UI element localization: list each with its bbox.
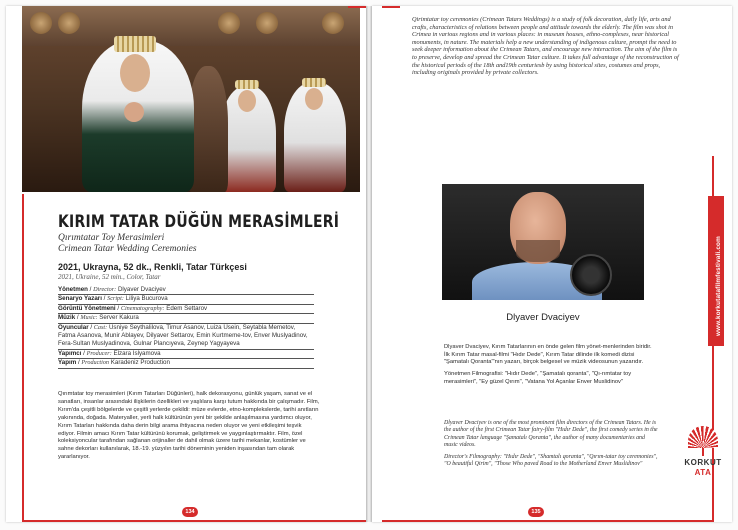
logo-stem [702, 448, 704, 456]
film-subtitle-crimean: Qırımtatar Toy Merasimleri [58, 233, 165, 243]
festival-url[interactable]: www.korkutatafilmfestivali.com [715, 236, 722, 336]
credit-row: Yapımcı / Producer: Elzara Islyamova [58, 350, 314, 359]
bio-english-filmography: Director's Filmography: "Hıdır Dede", "Shamtalı qoranta", "Qırım-tatar toy ceremonies", "O beautiful Qirim", "Those Who paved Road to the Motherland Enver Muslidinov" [444, 453, 658, 468]
festival-logo [678, 426, 728, 496]
credit-row: Oyuncular / Cast: Usniye Seythalilova, Timur Asanov, Luiza Usein, Seytabla Memetov, Fatma Asanova, Munir Ablayev, Dilyaver Settarov, Emin Kurtmeme-tov, Enver Muslyadinov, Fera-Sultan Muslyadinova, Gulnar Plancıyeva, Zeynep Yagyayeva [58, 324, 314, 350]
portrait-microphone [570, 254, 612, 296]
decorative-red-line [382, 520, 714, 522]
bio-turkish-filmography: Yönetmen Filmografisi: "Hıdır Dede", "Şamatalı qoranta", "Qı-rımtatar toy merasimleri", "Ey güzel Qırım", "Vatana Yol Açanlar Enver Muslidinov" [444, 371, 632, 385]
photo-plate [30, 12, 52, 34]
left-page [6, 6, 366, 522]
film-meta-english: 2021, Ukraine, 52 min., Color, Tatar [58, 273, 161, 281]
film-still-photo [22, 6, 360, 192]
synopsis-english: Qirimtatar toy ceremonies (Crimean Tatars Weddings) is a study of folk decoration, daily life, arts and crafts, characteristics of relations between people and attitude towards the elderly. The film was shot in Crimea in various regions and in various places: in museum houses, ethno-complexes, near historical monuments, in nature. The materials help a new understanding of indigenous culture, prompt the need to seek deeper information about the Crimean Tatars, and encourage new interaction. The aim of the film is to preserve, develop and spread the Crimean Tatar culture. It takes full advantage of the reconstruction of the historical periods of the 18th and19th centuriesb by using historical sites, costumes and props, including originals provided by private collectors. [412, 16, 679, 77]
synopsis-turkish [58, 391, 320, 466]
film-meta-turkish: 2021, Ukrayna, 52 dk., Renkli, Tatar Türkçesi [58, 262, 247, 272]
photo-plate [218, 12, 240, 34]
director-bio-english [444, 420, 658, 472]
decorative-red-line [382, 6, 400, 8]
photo-face [305, 88, 323, 110]
director-portrait-photo [442, 184, 644, 300]
photo-face [238, 90, 256, 112]
credit-row: Görüntü Yönetmeni / Cinematography: Edem Settarov [58, 305, 314, 314]
film-title: KIRIM TATAR DÜĞÜN MERASİMLERİ [58, 212, 340, 232]
decorative-red-line [348, 6, 366, 8]
photo-plate [58, 12, 80, 34]
credit-row: Senaryo Yazarı / Script: Liliya Bucurova [58, 295, 314, 304]
logo-text-korkut: KORKUT [684, 458, 722, 467]
logo-text-ata: ATA [694, 468, 712, 477]
photo-figure [188, 66, 228, 192]
bio-english-paragraph: Dlyaver Dvaciyev is one of the most prominent film directors of the Crimean Tatars. He is the author of the first Crimean Tatar fairy-film "Hıdır Dede", the first comedy series in the Crimean Tatar language "Şamatalı Qoranta", the author of many documentaries and music videos. [444, 420, 658, 449]
photo-praying-hands [124, 102, 144, 122]
photo-bride-face [120, 54, 150, 92]
photo-plate [322, 12, 344, 34]
credit-row: Müzik / Music: Server Kakura [58, 314, 314, 323]
synopsis-turkish-text: Qırımtatar toy merasimleri (Kırım Tatarları Düğünleri), halk dekorasyonu, günlük yaşam, sanat ve el sanatları, insanlar arasındaki ilişkilerin özellikleri ve yaşlılara karşı tutum hakkında bir çalışmadır. Film, Kırım'da çeşitli bölgelerde ve çeşitli yerlerde çekildi: müze evlerde, etno-komplekslerde, tarihi anıtların yakınında, doğada. Materyaller, yerli halk kültürünün yeni bir şekilde anlaşılmasına yardımcı oluyor, Kırım Tatarları hakkında daha derin bilgi arama ihtiyacına neden oluyor ve yeni etkileşimi teşvik ediyor. Filmin amacı Kırım Tatar kültürünü korumak, geliştirmek ve yaygınlaştırmaktır. Film, özel koleksiyoncular tarafından sağlanan orijinaller de dahil olmak üzere tarihi mekanlar, kostümler ve sahne dekorları kullanılarak, 18.-19. yüzyılın tarihi döneminin yeniden inşasından tam olarak yararlanıyor. [58, 391, 320, 461]
credit-row: Yönetmen / Director: Dlyaver Dvaciyev [58, 286, 314, 295]
director-bio-turkish [444, 344, 658, 391]
logo-fan-icon [688, 426, 718, 448]
credits-list [58, 286, 314, 369]
photo-headdress [235, 80, 259, 89]
photo-bride-headdress [114, 36, 156, 52]
decorative-red-line [22, 520, 366, 522]
bio-turkish-paragraph: Dlyaver Dvaciyev, Kırım Tatarlarının en önde gelen film yönet-menlerinden biridir. İlk Kırım Tatar masal-filmi "Hıdır Dede", Kırım Tatar dilinde ilk komedi dizisi "Şamatalı Qoranta"'nın yazarı, birçok belgesel ve müzik videosunun yazarıdır. [444, 344, 652, 366]
photo-headdress [302, 78, 326, 87]
photo-plate [256, 12, 278, 34]
credit-row: Yapım / Production Karadeniz Production [58, 359, 314, 368]
director-name: Dlyaver Dvaciyev [506, 312, 580, 323]
right-page [372, 6, 732, 522]
page-number: 134 [182, 507, 198, 517]
page-number: 135 [528, 507, 544, 517]
portrait-beard [516, 240, 560, 262]
decorative-red-line [22, 194, 24, 522]
film-subtitle-english: Crimean Tatar Wedding Ceremonies [58, 244, 197, 254]
